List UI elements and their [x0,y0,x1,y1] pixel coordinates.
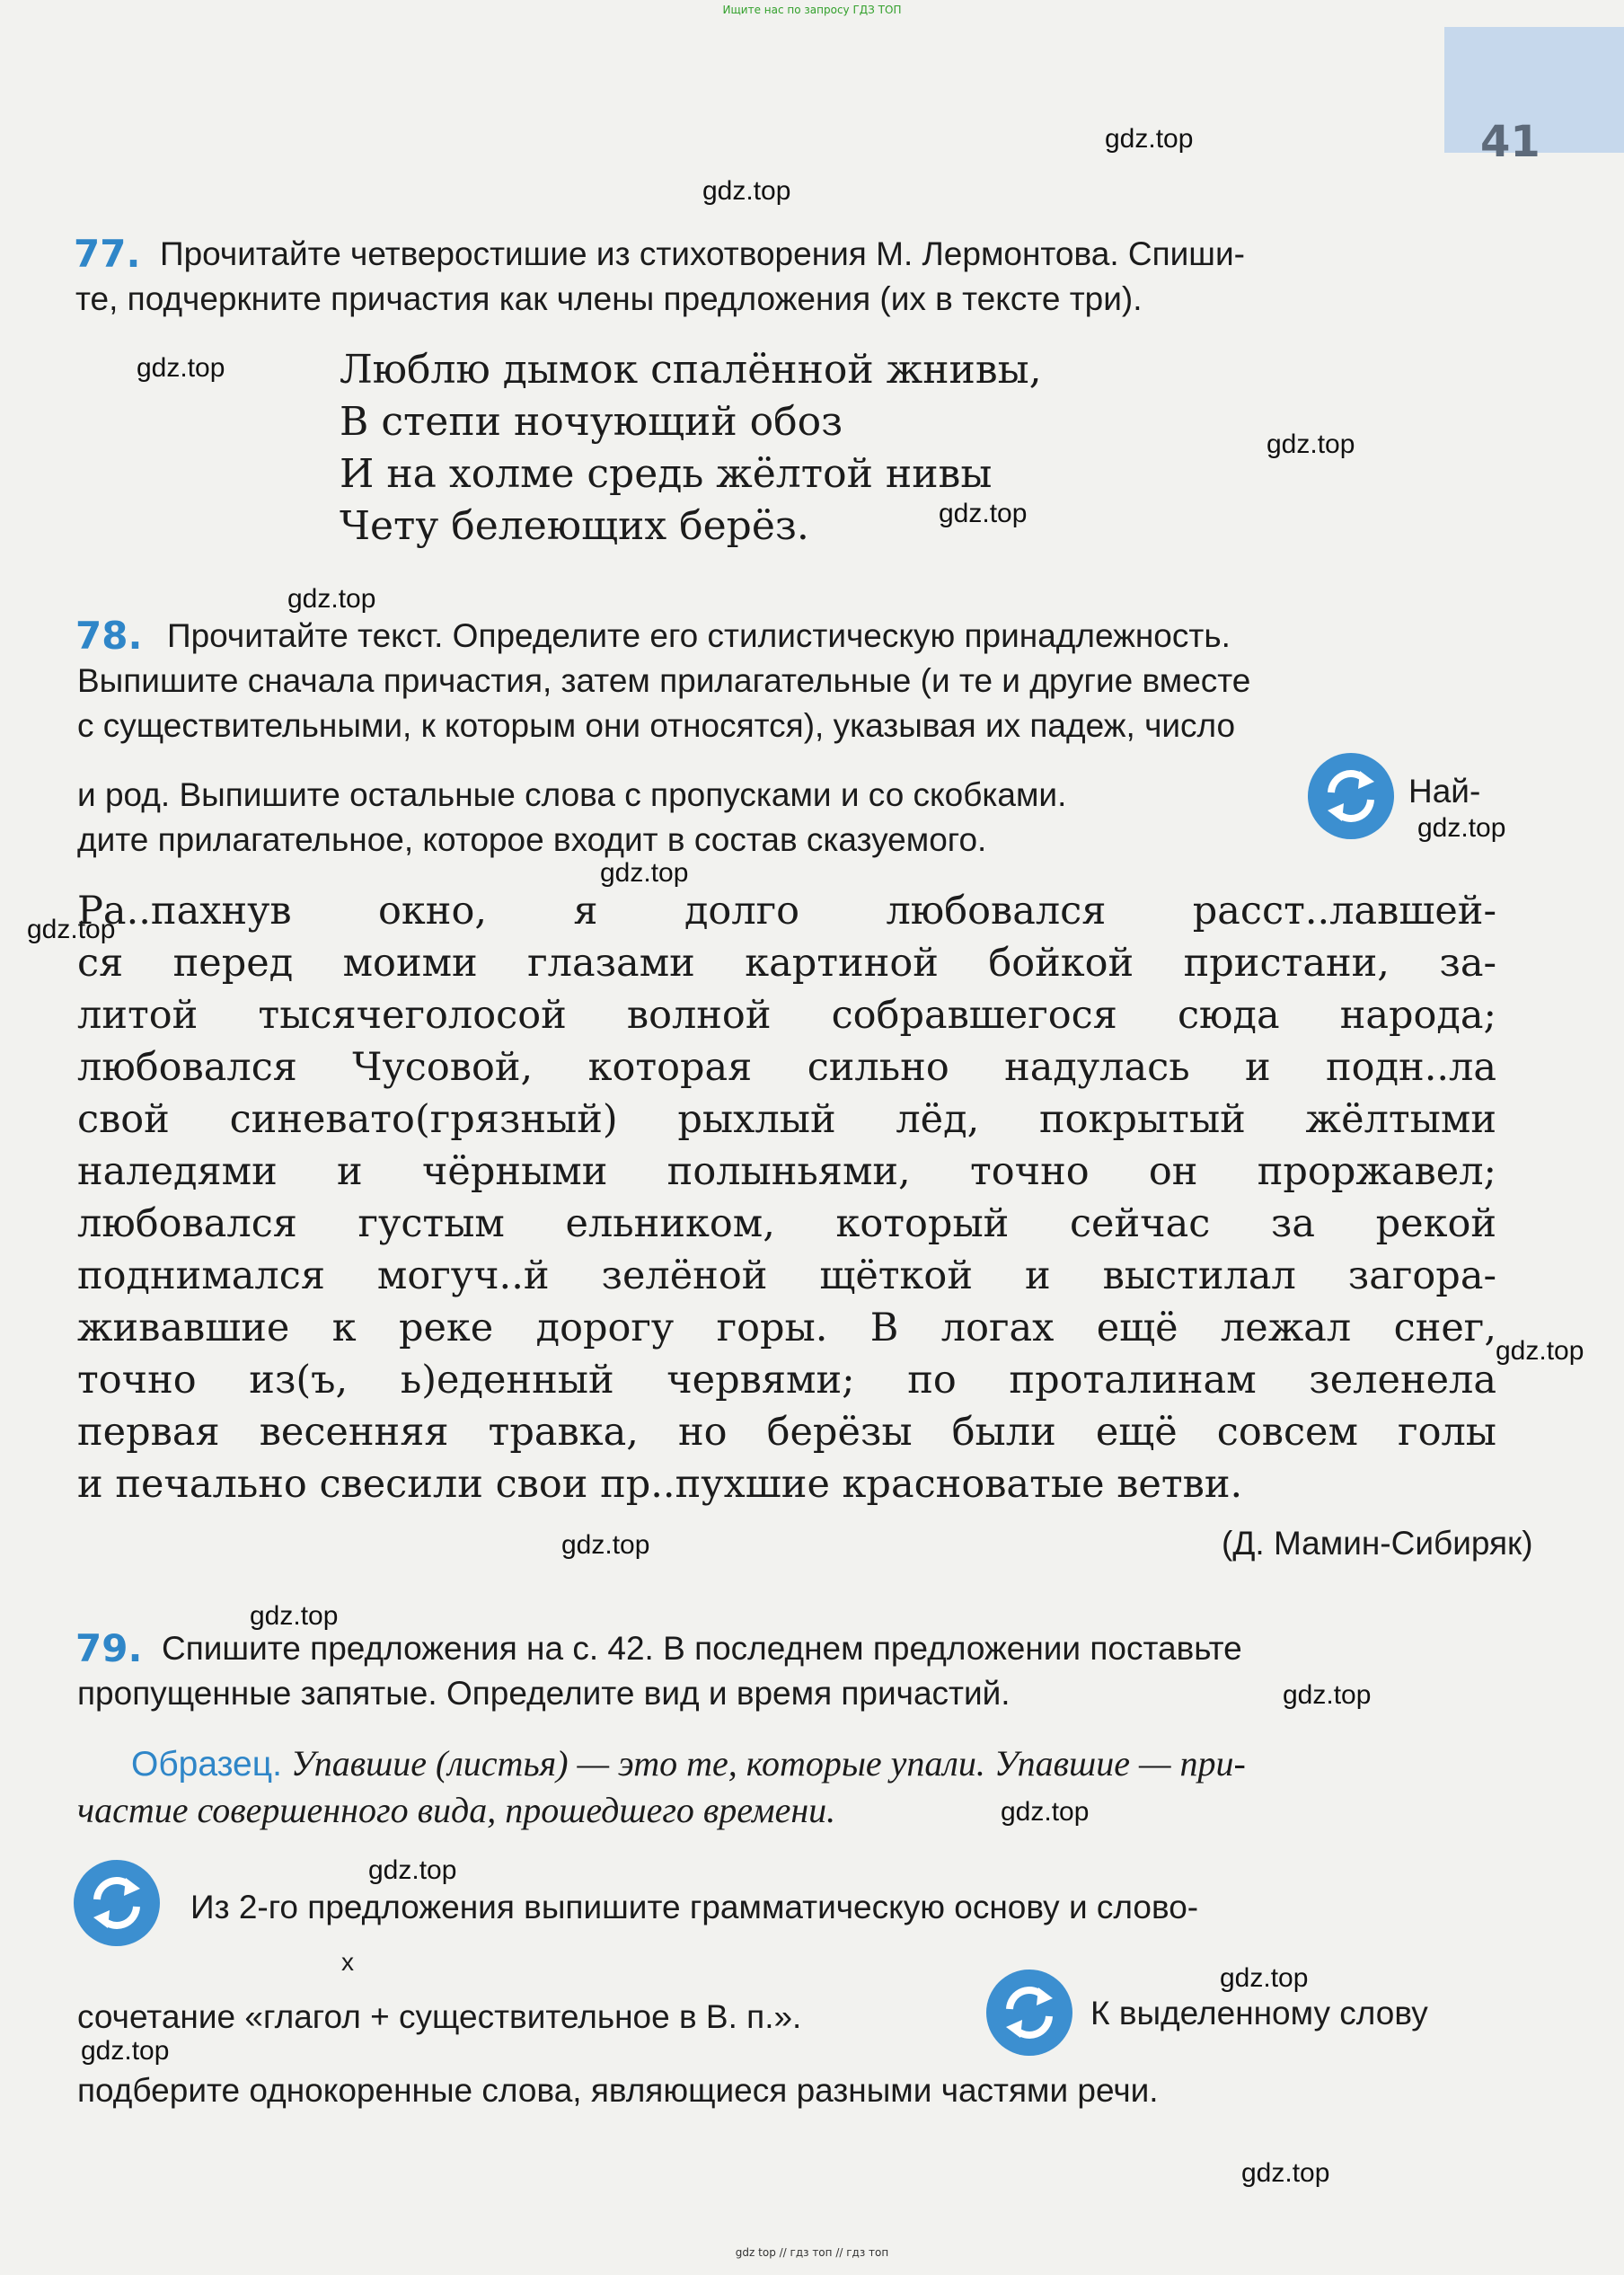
task-line: Из 2-го предложения выпишите грамматическую основу и слово- [190,1889,1199,1925]
exercise-77-task [160,232,1489,277]
task-tail: Най- [1408,773,1481,810]
watermark: gdz.top [27,915,116,944]
text-line: любовался густым ельником, который сейчас за рекой [77,1201,1496,1246]
exercise-79-task [162,1626,1491,1671]
text-line: Ра..пахнув окно, я долго любовался расст..лавшей- [77,889,1496,934]
extra-task-tail: К выделенному слову [1090,1995,1428,2032]
text-line: точно из(ъ, ь)еденный червями; по проталинам зеленела [77,1358,1496,1403]
poem-line: Чету белеющих берёз. [340,503,809,549]
watermark: gdz.top [1220,1963,1309,1993]
mark-x: x [341,1948,354,1976]
sample-label: Образец. [131,1745,282,1784]
exercise-78-task-cont [77,659,1496,748]
exercise-78-task [167,614,1496,659]
poem-line: И на холме средь жёлтой нивы [340,451,993,497]
watermark: gdz.top [287,584,376,614]
text-line: живавшие к реке дорогу горы. В логах ещё лежал снег, [77,1306,1496,1350]
sample-text: Упавшие (листья) — это те, которые упали. Упавшие — при- [290,1743,1246,1784]
sample [131,1740,1496,1788]
text-line: литой тысячеголосой волной собравшегося сюда народа; [77,993,1496,1038]
exercise-78-text [77,885,1496,1510]
watermark: gdz.top [1267,429,1355,459]
watermark: gdz.top [600,858,689,888]
text-line: свой синевато(грязный) рыхлый лёд, покрытый жёлтыми [77,1097,1496,1142]
watermark: gdz.top [561,1530,650,1560]
text-line: любовался Чусовой, которая сильно надулась и подн..ла [77,1045,1496,1090]
footer: gdz top // гдз топ // гдз топ [735,2246,889,2259]
exercise-77-task-cont [75,277,1495,322]
watermark: gdz.top [250,1601,339,1631]
top-banner: Ищите нас по запросу ГДЗ ТОП [722,4,902,16]
watermark: gdz.top [81,2036,170,2066]
task-line: пропущенные запятые. Определите вид и время причастий. [77,1675,1011,1712]
poem-line: В степи ночующий обоз [340,399,843,445]
exercise-number: 79. [75,1626,143,1670]
repeat-icon [986,1970,1072,2056]
task-line: дите прилагательное, которое входит в состав сказуемого. [77,821,987,858]
task-line: те, подчеркните причастия как члены предложения (их в тексте три). [75,280,1143,317]
exercise-number: 78. [75,614,143,658]
task-line: Спишите предложения на с. 42. В последнем предложении поставьте [162,1630,1242,1667]
watermark: gdz.top [1241,2158,1330,2188]
repeat-icon [1308,753,1394,839]
watermark: gdz.top [1105,124,1194,154]
task-line: подберите однокоренные слова, являющиеся разными частями речи. [77,2072,1159,2109]
task-line: Прочитайте текст. Определите его стилистическую принадлежность. [167,617,1231,654]
task-line: с существительными, к которым они относятся), указывая их падеж, число [77,707,1236,744]
text-line: и печально свесили свои пр..пухшие красноватые ветви. [77,1462,1243,1507]
text-line: наледями и чёрными полыньями, точно он проржавел; [77,1149,1496,1194]
exercise-number: 77. [74,232,141,276]
watermark: gdz.top [368,1855,457,1885]
task-line: сочетание «глагол + существительное в В. п.». [77,1998,802,2035]
poem [340,344,1328,553]
watermark: gdz.top [1417,813,1506,843]
extra-task-cont2 [77,2068,1496,2113]
text-line: первая весенняя травка, но берёзы были ещё совсем голы [77,1410,1496,1455]
sample-line: частие совершенного вида, прошедшего времени. [77,1790,836,1830]
task-line: Выпишите сначала причастия, затем прилагательные (и те и другие вместе [77,662,1251,699]
watermark: gdz.top [1001,1797,1090,1827]
watermark: gdz.top [1283,1680,1372,1710]
text-line: поднимался могуч..й зелёной щёткой и выстилал загора- [77,1253,1496,1298]
exercise-79-task-cont [77,1671,1407,1716]
extra-task-cont [77,1995,975,2040]
poem-line: Люблю дымок спалённой жнивы, [340,347,1042,393]
watermark: gdz.top [702,176,791,206]
repeat-icon [74,1860,160,1946]
watermark: gdz.top [939,499,1028,528]
page-number: 41 [1480,117,1540,167]
sample-line [131,1740,1496,1788]
text-line: ся перед моими глазами картиной бойкой пристани, за- [77,941,1496,986]
watermark: gdz.top [137,353,225,383]
exercise-78-task-cont2 [77,773,1317,863]
watermark: gdz.top [1496,1336,1584,1366]
author: (Д. Мамин-Сибиряк) [1222,1525,1533,1562]
task-line: Прочитайте четверостишие из стихотворения М. Лермонтова. Спиши- [160,235,1245,272]
sample-cont [77,1787,1443,1834]
task-line: и род. Выпишите остальные слова с пропусками и со скобками. [77,776,1067,813]
extra-task [190,1885,1502,1930]
